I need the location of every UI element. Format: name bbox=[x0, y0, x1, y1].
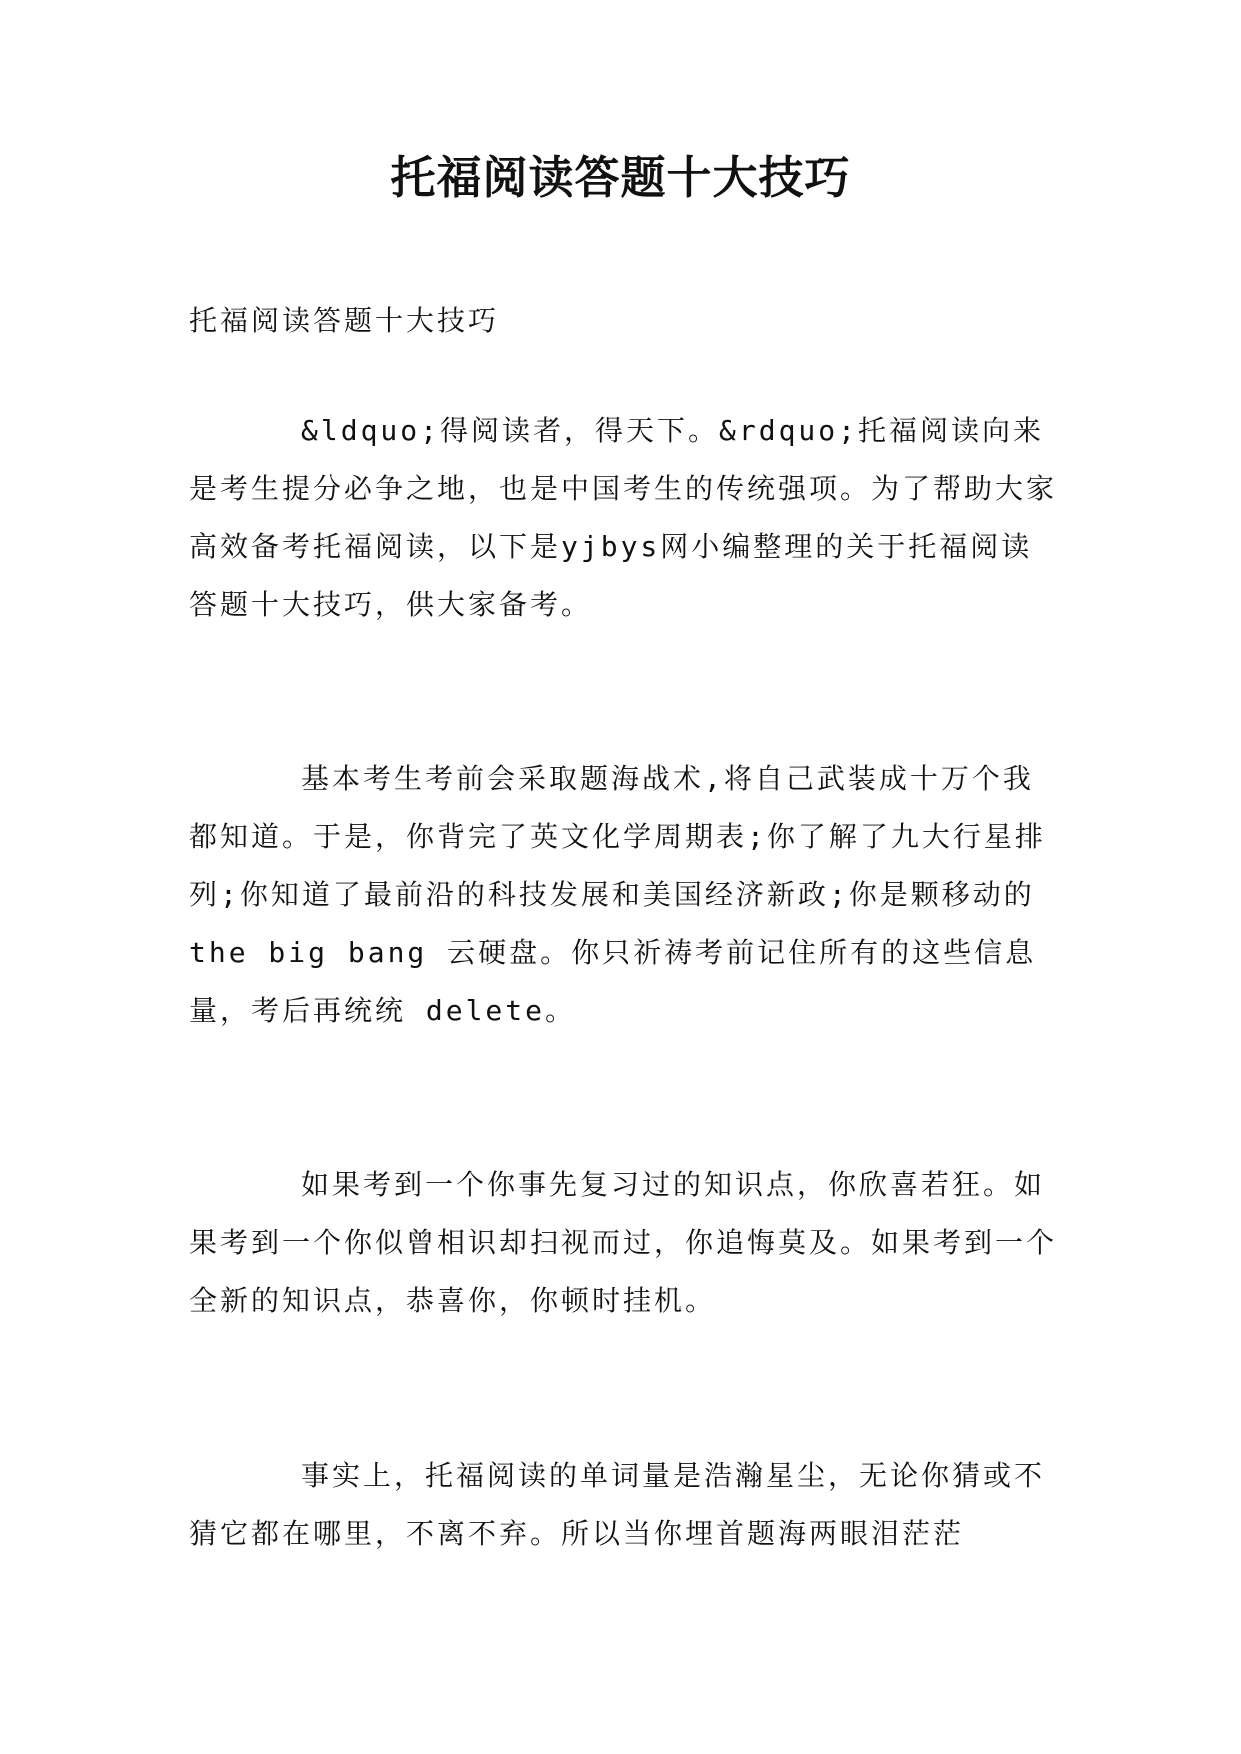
paragraph-intro: &ldquo;得阅读者，得天下。&rdquo;托福阅读向来是考生提分必争之地，也是中国考生的传统强项。为了帮助大家高效备考托福阅读，以下是yjbys网小编整理的关于托福阅读答题十大技巧，供大家备考。 bbox=[189, 414, 1058, 621]
paragraph-question-sea: 基本考生考前会采取题海战术,将自己武装成十万个我都知道。于是，你背完了英文化学周期表;你了解了九大行星排列;你知道了最前沿的科技发展和美国经济新政;你是颗移动的 the big bang 云硬盘。你只祈祷考前记住所有的这些信息量，考后再统统 delete。 bbox=[189, 762, 1046, 1027]
document-subtitle: 托福阅读答题十大技巧 bbox=[189, 304, 500, 337]
paragraph-vocabulary: 事实上，托福阅读的单词量是浩瀚星尘，无论你猜或不猜它都在哪里，不离不弃。所以当你埋首题海两眼泪茫茫 bbox=[189, 1459, 1046, 1550]
document-title: 托福阅读答题十大技巧 bbox=[390, 151, 851, 204]
paragraph-knowledge-points: 如果考到一个你事先复习过的知识点，你欣喜若狂。如果考到一个你似曾相识却扫视而过，你追悔莫及。如果考到一个全新的知识点，恭喜你，你顿时挂机。 bbox=[189, 1168, 1058, 1317]
